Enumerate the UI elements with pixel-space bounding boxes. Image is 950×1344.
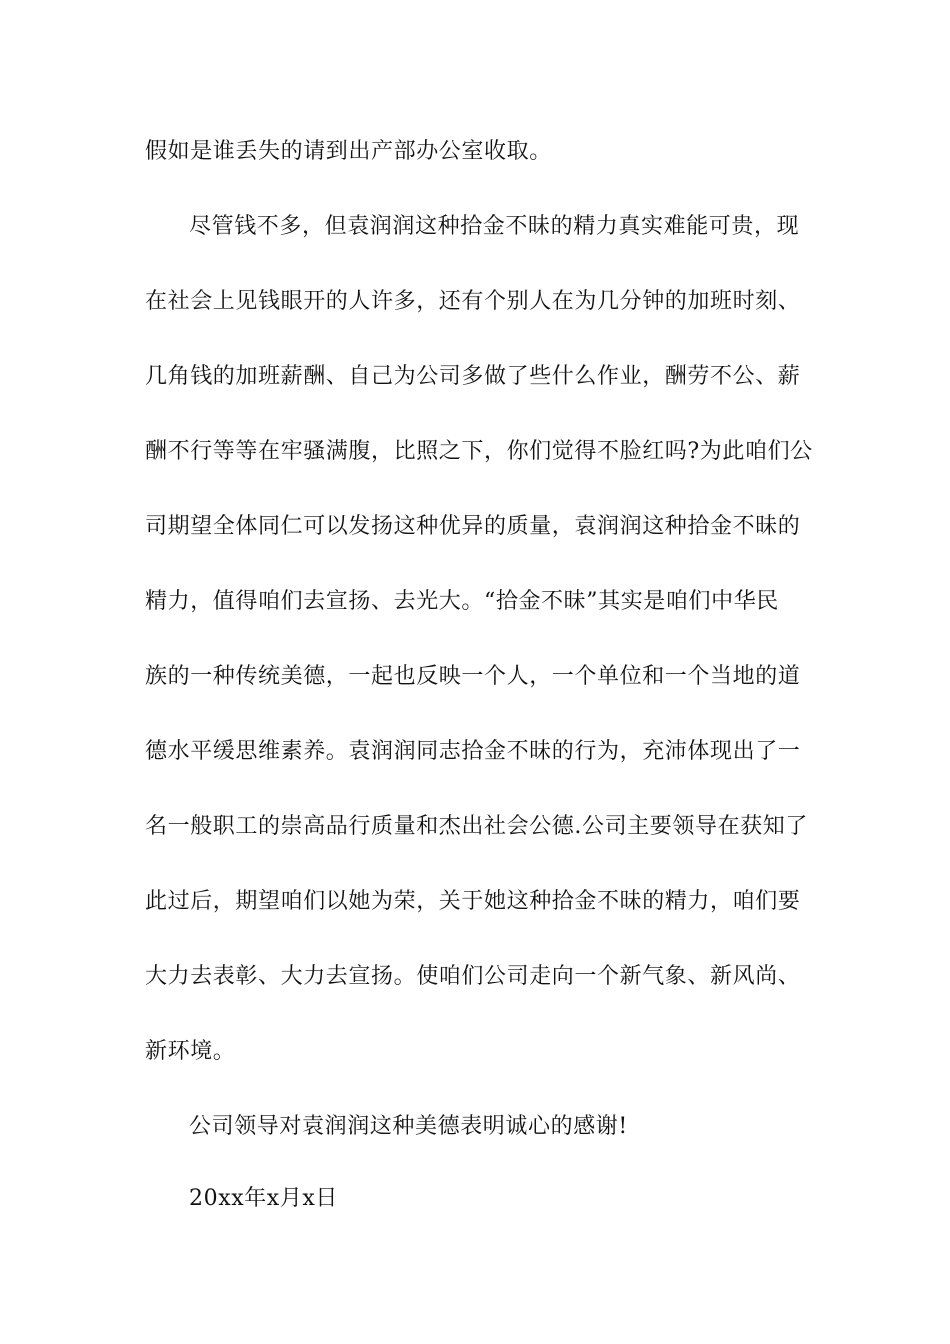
- text-line-9: 德水平缓思维素养。袁润润同志拾金不昧的行为，充沛体现出了一: [145, 739, 801, 764]
- text-line-6: 司期望全体同仁可以发扬这种优异的质量，袁润润这种拾金不昧的: [145, 514, 801, 539]
- text-line-1: 假如是谁丢失的请到出产部办公室收取。: [145, 139, 552, 164]
- text-line-4: 几角钱的加班薪酬、自己为公司多做了些什么作业，酬劳不公、薪: [145, 364, 801, 389]
- text-line-12: 大力去表彰、大力去宣扬。使咱们公司走向一个新气象、新风尚、: [145, 964, 801, 989]
- text-line-11: 此过后，期望咱们以她为荣，关于她这种拾金不昧的精力，咱们要: [145, 889, 801, 914]
- text-line-7: 精力，值得咱们去宣扬、去光大。“拾金不昧”其实是咱们中华民: [145, 589, 779, 614]
- text-line-13: 新环境。: [145, 1039, 236, 1064]
- thanks-line: 公司领导对袁润润这种美德表明诚心的感谢!: [189, 1114, 628, 1139]
- text-line-2: 尽管钱不多，但袁润润这种拾金不昧的精力真实难能可贵，现: [189, 214, 800, 239]
- text-line-8: 族的一种传统美德，一起也反映一个人，一个单位和一个当地的道: [145, 664, 801, 689]
- date-line: 20xx年x月x日: [189, 1186, 339, 1211]
- text-line-10: 名一般职工的崇高品行质量和杰出社会公德.公司主要领导在获知了: [145, 814, 808, 839]
- text-line-5: 酬不行等等在牢骚满腹，比照之下，你们觉得不脸红吗?为此咱们公: [145, 439, 813, 464]
- text-line-3: 在社会上见钱眼开的人许多，还有个别人在为几分钟的加班时刻、: [145, 289, 801, 314]
